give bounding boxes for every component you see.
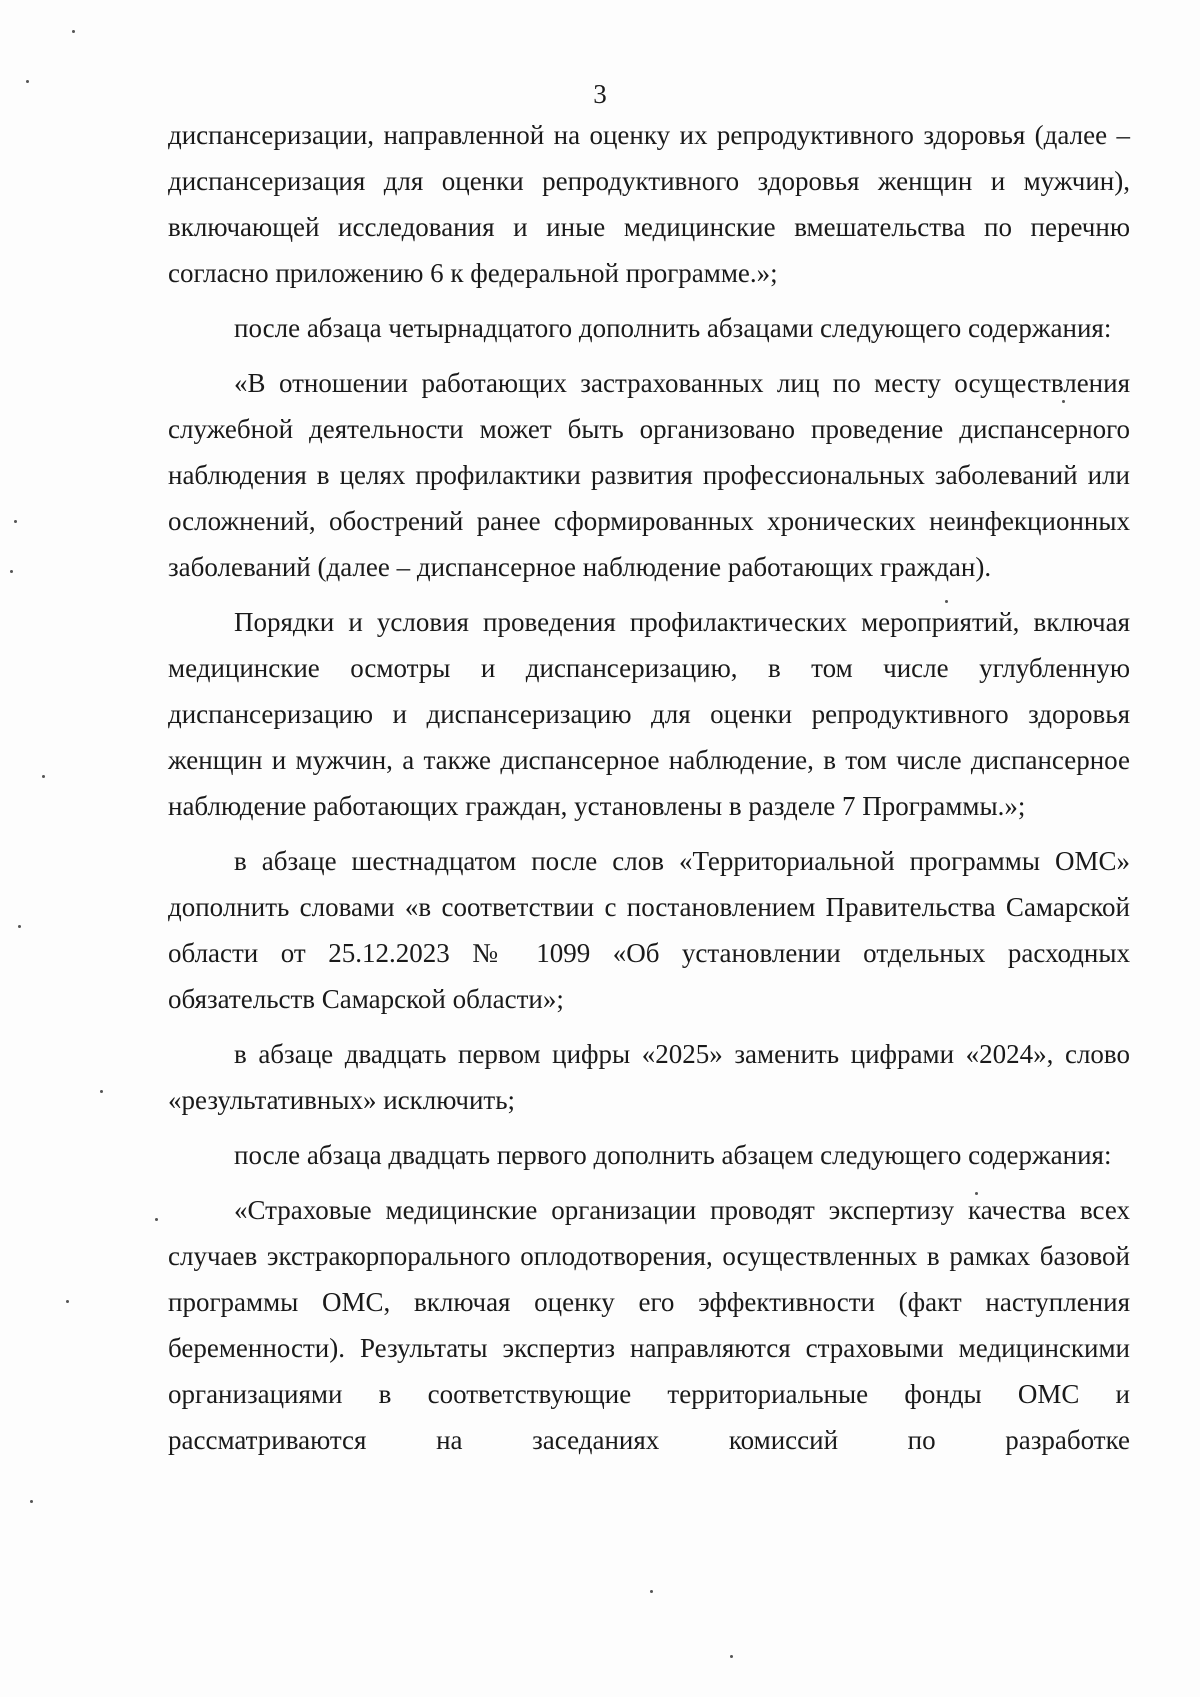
scan-speck	[730, 1655, 733, 1658]
scan-speck	[10, 570, 13, 573]
page-number: 3	[593, 79, 607, 109]
paragraph-sixteenth-amendment: в абзаце шестнадцатом после слов «Территориальной программы ОМС» дополнить словами «в соответствии с постановлением Правительства Самарской области от 25.12.2023 № 1099 «Об установлении отдельных расходных обязательств Самарской области»;	[168, 846, 1130, 1014]
paragraph-twenty-first-amendment: в абзаце двадцать первом цифры «2025» заменить цифрами «2024», слово «результативных» исключить;	[168, 1039, 1130, 1115]
scan-speck	[1062, 400, 1065, 403]
scan-speck	[14, 520, 17, 523]
scan-speck	[18, 925, 21, 928]
paragraph-quoted-insurance: «Страховые медицинские организации проводят экспертизу качества всех случаев экстракорпорального оплодотворения, осуществленных в рамках базовой программы ОМС, включая оценку его эффективности (факт наступления беременности). Результаты экспертиз направляются страховыми медицинскими организациями в соответствующие территориальные фонды ОМС и рассматриваются на заседаниях комиссий по разработке	[168, 1195, 1130, 1455]
scan-speck	[100, 1090, 103, 1093]
scan-speck	[975, 1192, 978, 1195]
scan-speck	[155, 1218, 158, 1221]
paragraph-quoted-procedures: Порядки и условия проведения профилактических мероприятий, включая медицинские осмотры и диспансеризацию, в том числе углубленную диспансеризацию и диспансеризацию для оценки репродуктивного здоровья женщин и мужчин, а также диспансерное наблюдение, в том числе диспансерное наблюдение работающих граждан, установлены в разделе 7 Программы.»;	[168, 607, 1130, 821]
scan-speck	[650, 1590, 653, 1593]
document-body	[168, 112, 1130, 1463]
scan-speck	[42, 775, 45, 778]
paragraph-quoted-dispensary: «В отношении работающих застрахованных лиц по месту осуществления служебной деятельности может быть организовано проведение диспансерного наблюдения в целях профилактики развития профессиональных заболеваний или осложнений, обострений ранее сформированных хронических неинфекционных заболеваний (далее – диспансерное наблюдение работающих граждан).	[168, 368, 1130, 582]
paragraph-amendment-instruction: после абзаца четырнадцатого дополнить абзацами следующего содержания:	[234, 313, 1112, 343]
scan-speck	[26, 80, 29, 83]
scan-speck	[72, 30, 75, 33]
scan-speck	[945, 600, 948, 603]
scan-speck	[66, 1300, 69, 1303]
scan-speck	[30, 1500, 33, 1503]
paragraph-addition-instruction: после абзаца двадцать первого дополнить абзацем следующего содержания:	[234, 1140, 1112, 1170]
paragraph-continuation: диспансеризации, направленной на оценку их репродуктивного здоровья (далее – диспансеризация для оценки репродуктивного здоровья женщин и мужчин), включающей исследования и иные медицинские вмешательства по перечню согласно приложению 6 к федеральной программе.»;	[168, 120, 1130, 288]
